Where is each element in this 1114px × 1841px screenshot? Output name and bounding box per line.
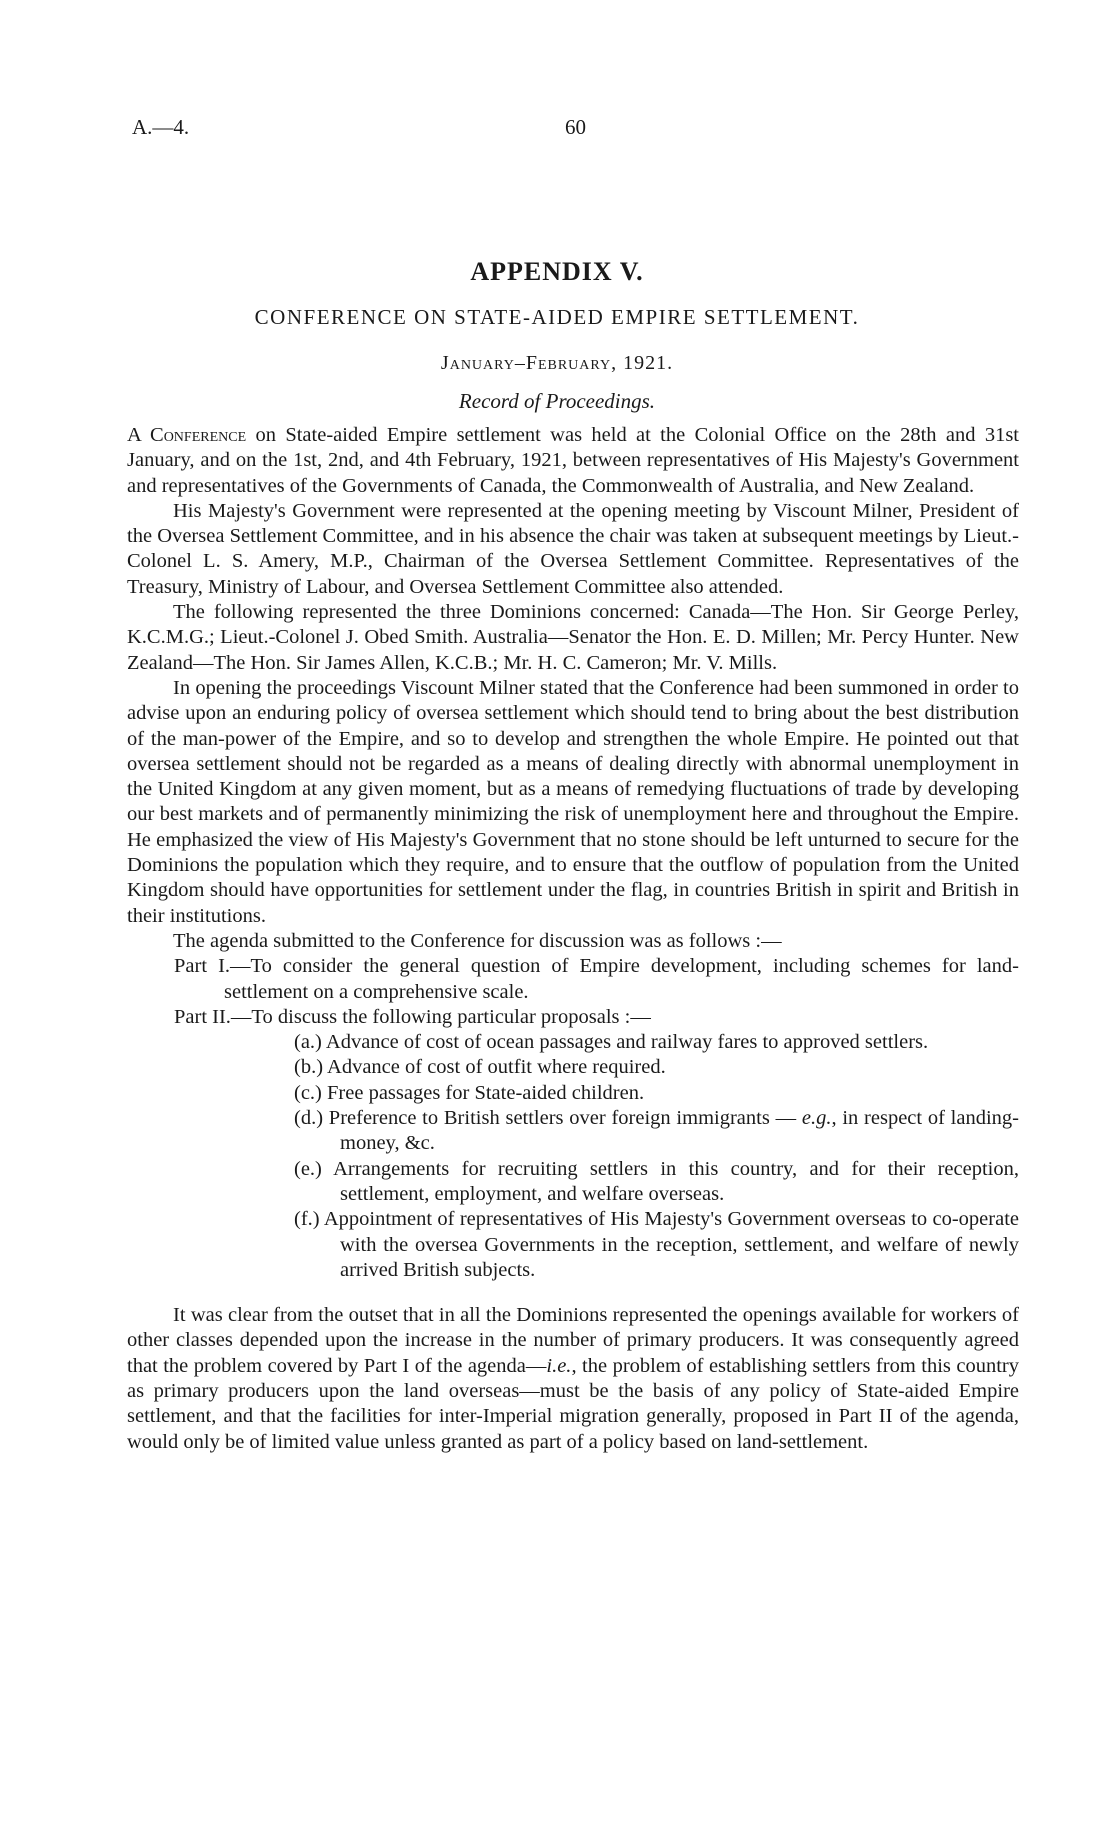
agenda-item-c [127,1081,1019,1106]
item-text: Advance of cost of outfit where required. [327,1056,666,1079]
conclusion-text-end: , the problem of establishing settlers from this country as primary producers upon the land overseas—must be the basis of any policy of State-aided Empire settlement, and that the facilities for inter-Imperial migration generally, proposed in Part II of the agenda, would only be of limited value unless granted as part of a policy based on land-settlement. [127,1354,1019,1453]
conference-date: January–February, 1921. [440,352,674,374]
conference-title: CONFERENCE ON STATE-AIDED EMPIRE SETTLEMENT. [254,305,860,329]
item-text: Appointment of representatives of His Majesty's Government overseas to co-operate with the oversea Governments in the reception, settlement, and welfare of newly arrived British subjects. [323,1208,1019,1281]
item-text: Preference to British settlers over foreign immigrants — [328,1107,802,1130]
item-text: Arrangements for recruiting settlers in this country, and for their reception, settlement, employment, and welfare overseas. [333,1157,1019,1205]
paragraph-dominions: The following represented the three Dominions concerned: Canada—The Hon. Sir George Perley, K.C.M.G.; Lieut.-Colonel J. Obed Smith. Australia—Senator the Hon. E. D. Millen; Mr. Percy Hunter. New Zealand—The Hon. Sir James Allen, K.C.B.; Mr. H. C. Cameron; Mr. V. Mills. [127,601,1019,674]
page-number: 60 [565,115,586,139]
running-head [0,115,1114,145]
item-text-end: , in respect of landing-money, &c. [340,1107,1020,1155]
opening-words: A Conference [127,424,247,446]
paragraph-opening [127,423,1019,499]
agenda-part-1: Part I.—To consider the general question of Empire development, including schemes for land-settlement on a comprehensive scale. [174,955,1019,1003]
paragraph-milner-statement: In opening the proceedings Viscount Milner stated that the Conference had been summoned in order to advise upon an enduring policy of oversea settlement which should tend to bring about the best distribution of the man-power of the Empire, and so to develop and strengthen the whole Empire. He pointed out that oversea settlement should not be regarded as a means of dealing directly with abnormal unemployment in the United Kingdom at any given moment, but as a means of remedying fluctuations of trade by developing our best markets and of permanently minimizing the risk of unemployment here and throughout the Empire. He emphasized the view of His Majesty's Government that no stone should be left unturned to secure for the Dominions the population which they require, and to ensure that the outflow of population from the United Kingdom should have opportunities for settlement under the flag, in countries British in spirit and British in their institutions. [127,676,1019,927]
item-text: Free passages for State-aided children. [327,1081,645,1104]
paragraph-representation: His Majesty's Government were represented at the opening meeting by Viscount Milner, President of the Oversea Settlement Committee, and in his absence the chair was taken at subsequent meetings by Lieut.-Colonel L. S. Amery, M.P., Chairman of the Oversea Settlement Committee. Representatives of the Treasury, Ministry of Labour, and Oversea Settlement Committee also attended. [127,499,1019,598]
agenda-item-f [127,1207,1019,1283]
item-text: Advance of cost of ocean passages and railway fares to approved settlers. [325,1031,929,1054]
agenda-part-2: Part II.—To discuss the following particular proposals :— [174,1005,651,1028]
appendix-title: APPENDIX V. [470,257,644,286]
conclusion-text: It was clear from the outset that in all the Dominions represented the openings available for workers of other classes depended upon the increase in the number of primary producers. It was consequently agreed that the problem covered by Part I of the agenda— [127,1304,1019,1377]
agenda-item-d [127,1106,1019,1157]
item-emphasis: e.g. [801,1107,832,1130]
item-label: (d.) [294,1107,324,1130]
item-label: (f.) [294,1208,320,1231]
item-label: (e.) [294,1157,322,1180]
paragraph-conclusion [127,1303,1019,1455]
record-heading: Record of Proceedings. [458,389,656,413]
conclusion-emphasis: i.e. [546,1354,572,1377]
item-label: (b.) [294,1056,324,1079]
document-reference: A.—4. [132,115,190,139]
item-label: (a.) [294,1031,322,1054]
body-text [127,423,1019,1455]
agenda-intro: The agenda submitted to the Conference for discussion was as follows :— [173,929,782,952]
agenda-item-e [127,1157,1019,1208]
opening-text: on State-aided Empire settlement was held at the Colonial Office on the 28th and 31st January, and on the 1st, 2nd, and 4th February, 1921, between representatives of His Majesty's Government and representatives of the Governments of Canada, the Commonwealth of Australia, and New Zealand. [127,424,1019,497]
agenda-item-b [127,1055,1019,1080]
paragraph-spacer [127,1283,1019,1303]
item-label: (c.) [294,1081,322,1104]
agenda-item-a [127,1030,1019,1055]
